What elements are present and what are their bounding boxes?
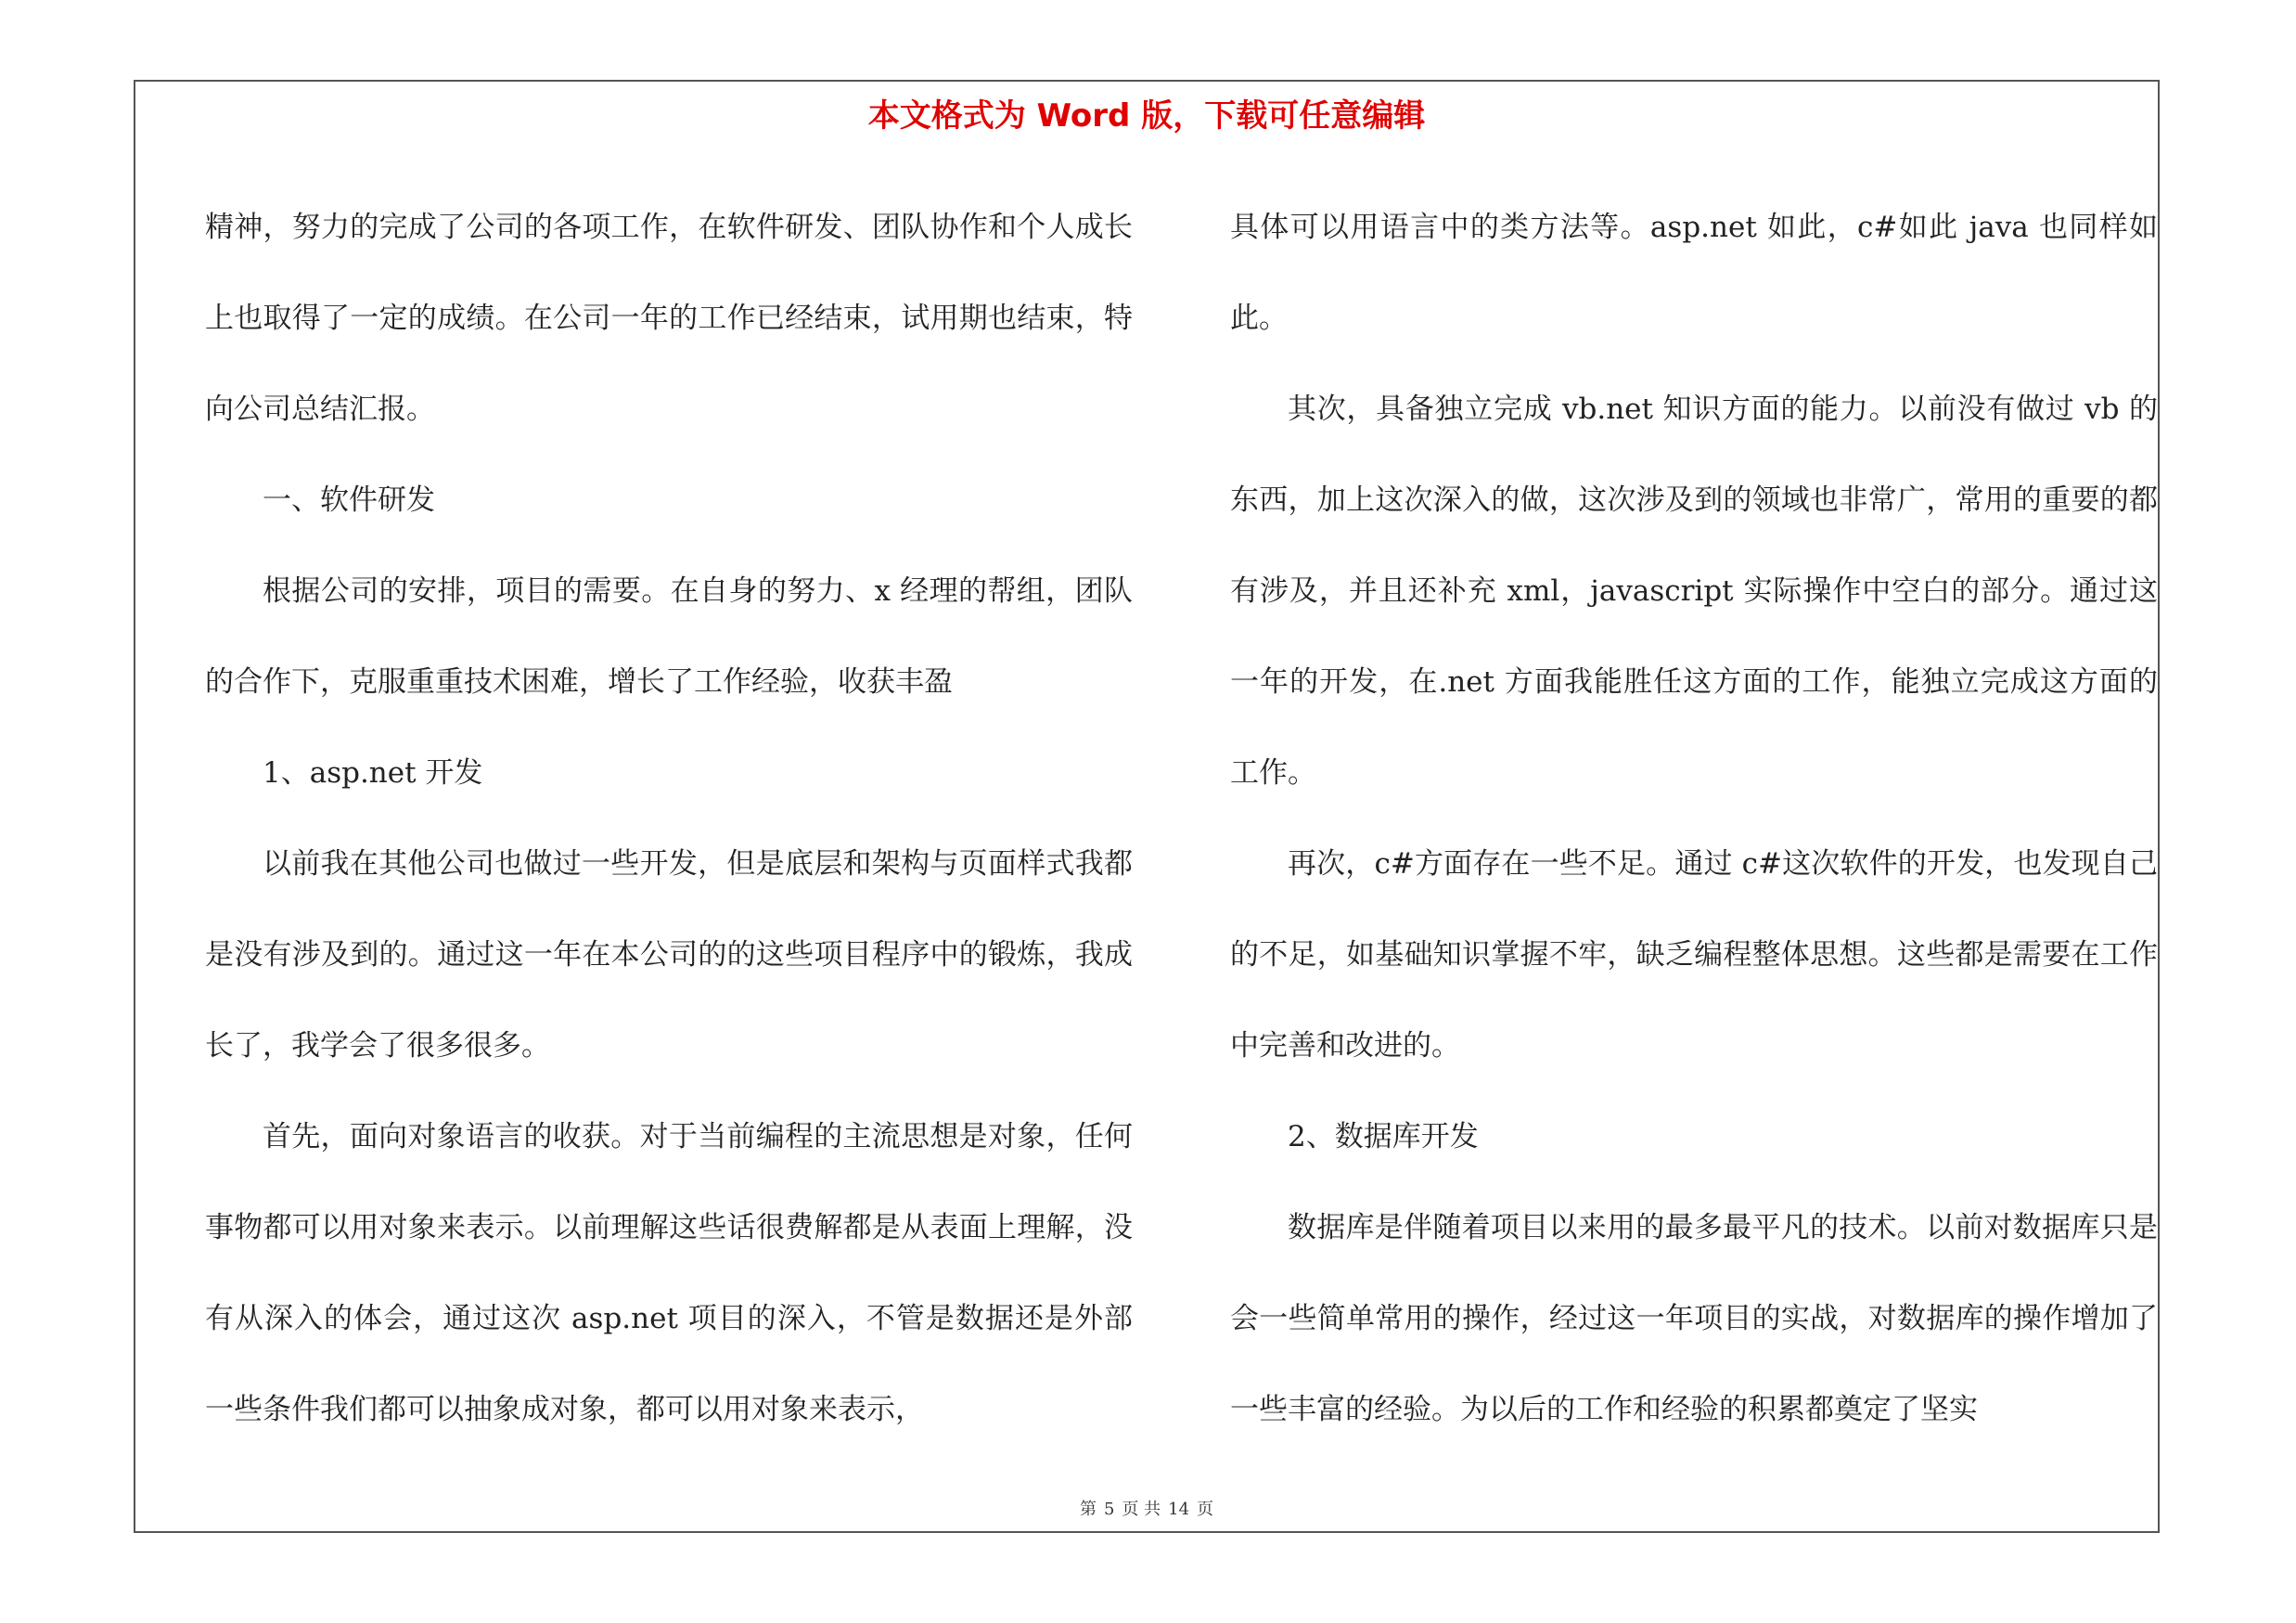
footer-prefix: 第 [1079, 1500, 1097, 1519]
footer-total-pages: 14 [1168, 1500, 1190, 1519]
right-paragraph-1: 具体可以用语言中的类方法等。asp.net 如此，c#如此 java 也同样如此。 [1230, 211, 2158, 335]
left-paragraph-1: 精神，努力的完成了公司的各项工作，在软件研发、团队协作和个人成长上也取得了一定的成绩。在公司一年的工作已经结束，试用期也结束，特向公司总结汇报。 [205, 211, 1133, 426]
format-banner: 本文格式为 Word 版，下载可任意编辑 [867, 97, 1426, 135]
footer-page-number: 5 [1103, 1500, 1115, 1519]
right-column [1230, 182, 2158, 1455]
right-paragraph-5: 数据库是伴随着项目以来用的最多最平凡的技术。以前对数据库只是会一些简单常用的操作，经过这一年项目的实战，对数据库的操作增加了一些丰富的经验。为以后的工作和经验的积累都奠定了坚实 [1230, 1211, 2158, 1426]
right-paragraph-3: 再次，c#方面存在一些不足。通过 c#这次软件的开发，也发现自己的不足，如基础知识掌握不牢，缺乏编程整体思想。这些都是需要在工作中完善和改进的。 [1230, 847, 2158, 1063]
left-paragraph-3: 根据公司的安排，项目的需要。在自身的努力、x 经理的帮组，团队的合作下，克服重重技术困难，增长了工作经验，收获丰盈 [205, 574, 1133, 699]
page-footer [135, 1496, 2158, 1520]
subheading-aspnet-dev: 1、asp.net 开发 [263, 756, 483, 790]
right-paragraph-2: 其次，具备独立完成 vb.net 知识方面的能力。以前没有做过 vb 的东西，加上这次深入的做，这次涉及到的领域也非常广，常用的重要的都有涉及，并且还补充 xml，javascript 实际操作中空白的部分。通过这一年的开发，在.net 方面我能胜任这方面的工作，能独立完成这方面的工作。 [1230, 393, 2158, 790]
footer-suffix: 页 [1197, 1500, 1214, 1519]
footer-middle: 页 共 [1122, 1500, 1161, 1519]
left-paragraph-6: 首先，面向对象语言的收获。对于当前编程的主流思想是对象，任何事物都可以用对象来表示。以前理解这些话很费解都是从表面上理解，没有从深入的体会，通过这次 asp.net 项目的深入，不管是数据还是外部一些条件我们都可以抽象成对象，都可以用对象来表示， [205, 1120, 1133, 1426]
section-heading-software-dev: 一、软件研发 [263, 483, 435, 517]
subheading-database-dev: 2、数据库开发 [1288, 1120, 1479, 1153]
left-paragraph-5: 以前我在其他公司也做过一些开发，但是底层和架构与页面样式我都是没有涉及到的。通过这一年在本公司的的这些项目程序中的锻炼，我成长了，我学会了很多很多。 [205, 847, 1133, 1063]
left-column [205, 182, 1133, 1455]
page-frame [134, 80, 2160, 1533]
